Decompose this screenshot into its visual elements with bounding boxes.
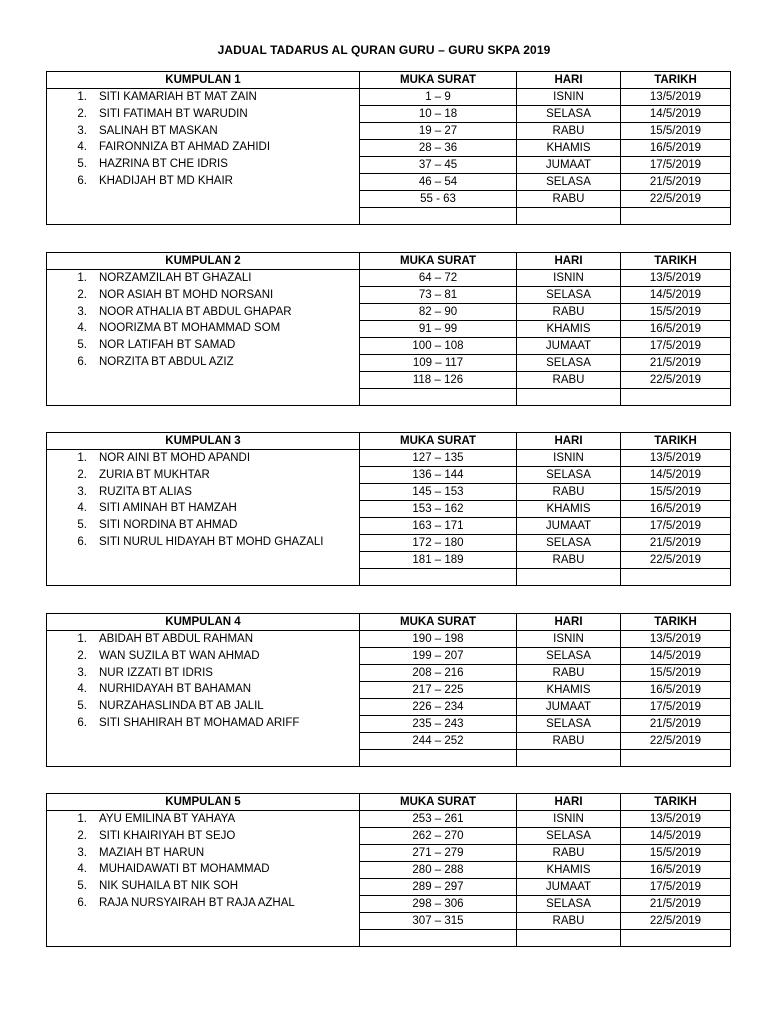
date-cell: 21/5/2019 [621,896,731,913]
date-cell: 17/5/2019 [621,157,731,174]
pages-cell: 1 – 9 [360,89,517,106]
table-row [47,811,731,828]
hari-header: HARI [517,253,621,270]
muka-surat-header: MUKA SURAT [360,794,517,811]
day-cell: SELASA [517,287,621,304]
day-cell [517,389,621,406]
date-cell [621,569,731,586]
group-table [46,432,731,586]
pages-cell: 298 – 306 [360,896,517,913]
table-row [47,270,731,287]
day-cell: SELASA [517,716,621,733]
pages-cell: 289 – 297 [360,879,517,896]
member-name: RUZITA BT ALIAS [99,485,192,498]
date-cell: 14/5/2019 [621,106,731,123]
member-name: MAZIAH BT HARUN [99,846,205,859]
day-cell: ISNIN [517,631,621,648]
day-cell: JUMAAT [517,338,621,355]
day-cell: JUMAAT [517,157,621,174]
members-cell [47,811,360,947]
date-cell: 22/5/2019 [621,372,731,389]
day-cell: RABU [517,733,621,750]
date-cell: 13/5/2019 [621,89,731,106]
table-row [47,89,731,106]
day-cell: RABU [517,191,621,208]
pages-cell: 91 – 99 [360,321,517,338]
date-cell: 14/5/2019 [621,287,731,304]
day-cell: RABU [517,845,621,862]
pages-cell: 118 – 126 [360,372,517,389]
pages-cell: 199 – 207 [360,648,517,665]
pages-cell: 10 – 18 [360,106,517,123]
pages-cell: 226 – 234 [360,699,517,716]
group-2 [46,252,730,406]
pages-cell: 262 – 270 [360,828,517,845]
group-name-header: KUMPULAN 2 [47,253,360,270]
member-name: NURHIDAYAH BT BAHAMAN [99,683,252,696]
member-name: NORZITA BT ABDUL AZIZ [99,355,234,368]
date-cell: 22/5/2019 [621,733,731,750]
hari-header: HARI [517,72,621,89]
pages-cell: 37 – 45 [360,157,517,174]
date-cell: 14/5/2019 [621,828,731,845]
date-cell: 22/5/2019 [621,913,731,930]
document-title: JADUAL TADARUS AL QURAN GURU – GURU SKPA 2019 [217,43,551,57]
member-name: SITI FATIMAH BT WARUDIN [99,107,248,120]
tarikh-header: TARIKH [621,614,731,631]
pages-cell: 46 – 54 [360,174,517,191]
muka-surat-header: MUKA SURAT [360,614,517,631]
hari-header: HARI [517,433,621,450]
date-cell: 17/5/2019 [621,338,731,355]
day-cell [517,569,621,586]
day-cell: ISNIN [517,89,621,106]
day-cell [517,208,621,225]
members-cell [47,450,360,586]
day-cell: ISNIN [517,270,621,287]
pages-cell: 217 – 225 [360,682,517,699]
pages-cell: 208 – 216 [360,665,517,682]
pages-cell: 181 – 189 [360,552,517,569]
member-name: HAZRINA BT CHE IDRIS [99,158,228,171]
day-cell: JUMAAT [517,699,621,716]
day-cell: RABU [517,372,621,389]
day-cell: RABU [517,552,621,569]
member-name: NOR AINI BT MOHD APANDI [99,452,251,464]
header-row [47,433,731,450]
hari-header: HARI [517,614,621,631]
date-cell: 17/5/2019 [621,879,731,896]
header-row [47,794,731,811]
date-cell: 16/5/2019 [621,682,731,699]
pages-cell: 235 – 243 [360,716,517,733]
group-table [46,613,731,767]
day-cell: KHAMIS [517,501,621,518]
group-3 [46,432,730,586]
member-name: NOR LATIFAH BT SAMAD [99,339,236,352]
day-cell: JUMAAT [517,879,621,896]
table-row [47,631,731,648]
pages-cell: 28 – 36 [360,140,517,157]
tarikh-header: TARIKH [621,253,731,270]
pages-cell: 100 – 108 [360,338,517,355]
members-cell [47,631,360,767]
date-cell: 14/5/2019 [621,467,731,484]
day-cell: SELASA [517,896,621,913]
day-cell: ISNIN [517,450,621,467]
muka-surat-header: MUKA SURAT [360,72,517,89]
date-cell: 22/5/2019 [621,552,731,569]
member-list [47,270,359,371]
group-5 [46,793,730,947]
member-name: SITI AMINAH BT HAMZAH [99,502,237,515]
date-cell: 21/5/2019 [621,174,731,191]
group-table [46,71,731,225]
pages-cell [360,208,517,225]
pages-cell: 64 – 72 [360,270,517,287]
header-row [47,253,731,270]
member-name: MUHAIDAWATI BT MOHAMMAD [99,863,270,876]
pages-cell: 136 – 144 [360,467,517,484]
day-cell: KHAMIS [517,682,621,699]
day-cell: RABU [517,665,621,682]
pages-cell: 253 – 261 [360,811,517,828]
member-name: SITI KAMARIAH BT MAT ZAIN [99,91,257,103]
date-cell: 15/5/2019 [621,484,731,501]
pages-cell: 127 – 135 [360,450,517,467]
pages-cell [360,930,517,947]
date-cell: 15/5/2019 [621,845,731,862]
pages-cell: 280 – 288 [360,862,517,879]
day-cell: SELASA [517,535,621,552]
day-cell: JUMAAT [517,518,621,535]
member-name: NUR IZZATI BT IDRIS [99,666,213,679]
day-cell: SELASA [517,174,621,191]
date-cell: 16/5/2019 [621,501,731,518]
day-cell: KHAMIS [517,140,621,157]
member-name: RAJA NURSYAIRAH BT RAJA AZHAL [99,896,295,909]
date-cell: 15/5/2019 [621,123,731,140]
pages-cell: 55 - 63 [360,191,517,208]
tarikh-header: TARIKH [621,72,731,89]
date-cell: 15/5/2019 [621,304,731,321]
pages-cell: 307 – 315 [360,913,517,930]
member-name: SITI KHAIRIYAH BT SEJO [99,829,236,842]
member-list [47,89,359,190]
date-cell: 22/5/2019 [621,191,731,208]
pages-cell [360,569,517,586]
member-name: WAN SUZILA BT WAN AHMAD [99,649,260,662]
tarikh-header: TARIKH [621,433,731,450]
date-cell [621,208,731,225]
day-cell: KHAMIS [517,321,621,338]
group-table [46,252,731,406]
day-cell: SELASA [517,467,621,484]
member-name: NURZAHASLINDA BT AB JALIL [99,700,264,713]
pages-cell [360,389,517,406]
date-cell: 21/5/2019 [621,716,731,733]
member-name: NOR ASIAH BT MOHD NORSANI [99,288,274,301]
header-row [47,72,731,89]
muka-surat-header: MUKA SURAT [360,253,517,270]
day-cell: SELASA [517,828,621,845]
date-cell: 16/5/2019 [621,862,731,879]
date-cell [621,750,731,767]
pages-cell: 163 – 171 [360,518,517,535]
date-cell: 16/5/2019 [621,321,731,338]
member-name: SALINAH BT MASKAN [99,124,218,137]
date-cell: 14/5/2019 [621,648,731,665]
day-cell: SELASA [517,106,621,123]
day-cell: RABU [517,484,621,501]
group-1 [46,71,730,225]
pages-cell: 19 – 27 [360,123,517,140]
member-name: AYU EMILINA BT YAHAYA [99,813,236,825]
date-cell: 21/5/2019 [621,535,731,552]
member-list [47,450,359,551]
date-cell: 13/5/2019 [621,270,731,287]
members-cell [47,270,360,406]
pages-cell: 271 – 279 [360,845,517,862]
day-cell: SELASA [517,355,621,372]
date-cell: 21/5/2019 [621,355,731,372]
member-list [47,811,359,912]
members-cell [47,89,360,225]
table-row [47,450,731,467]
pages-cell: 190 – 198 [360,631,517,648]
day-cell: RABU [517,913,621,930]
date-cell: 17/5/2019 [621,518,731,535]
date-cell: 16/5/2019 [621,140,731,157]
member-list [47,631,359,732]
muka-surat-header: MUKA SURAT [360,433,517,450]
day-cell [517,930,621,947]
date-cell [621,389,731,406]
date-cell: 13/5/2019 [621,631,731,648]
date-cell [621,930,731,947]
member-name: KHADIJAH BT MD KHAIR [99,174,233,187]
date-cell: 17/5/2019 [621,699,731,716]
date-cell: 13/5/2019 [621,811,731,828]
group-name-header: KUMPULAN 1 [47,72,360,89]
header-row [47,614,731,631]
day-cell: SELASA [517,648,621,665]
pages-cell [360,750,517,767]
member-name: SITI NURUL HIDAYAH BT MOHD GHAZALI [99,535,324,548]
pages-cell: 172 – 180 [360,535,517,552]
group-table [46,793,731,947]
pages-cell: 109 – 117 [360,355,517,372]
group-name-header: KUMPULAN 5 [47,794,360,811]
member-name: SITI NORDINA BT AHMAD [99,519,238,532]
pages-cell: 73 – 81 [360,287,517,304]
day-cell: ISNIN [517,811,621,828]
day-cell: RABU [517,304,621,321]
day-cell [517,750,621,767]
member-name: NIK SUHAILA BT NIK SOH [99,880,239,893]
tarikh-header: TARIKH [621,794,731,811]
pages-cell: 244 – 252 [360,733,517,750]
member-name: SITI SHAHIRAH BT MOHAMAD ARIFF [99,716,300,729]
group-name-header: KUMPULAN 3 [47,433,360,450]
member-name: NOOR ATHALIA BT ABDUL GHAPAR [99,305,292,318]
member-name: ZURIA BT MUKHTAR [99,468,210,481]
group-4 [46,613,730,767]
member-name: NOORIZMA BT MOHAMMAD SOM [99,322,281,335]
member-name: NORZAMZILAH BT GHAZALI [99,272,252,284]
date-cell: 15/5/2019 [621,665,731,682]
day-cell: KHAMIS [517,862,621,879]
group-name-header: KUMPULAN 4 [47,614,360,631]
hari-header: HARI [517,794,621,811]
day-cell: RABU [517,123,621,140]
date-cell: 13/5/2019 [621,450,731,467]
pages-cell: 82 – 90 [360,304,517,321]
member-name: ABIDAH BT ABDUL RAHMAN [99,633,254,645]
pages-cell: 145 – 153 [360,484,517,501]
pages-cell: 153 – 162 [360,501,517,518]
member-name: FAIRONNIZA BT AHMAD ZAHIDI [99,141,271,154]
